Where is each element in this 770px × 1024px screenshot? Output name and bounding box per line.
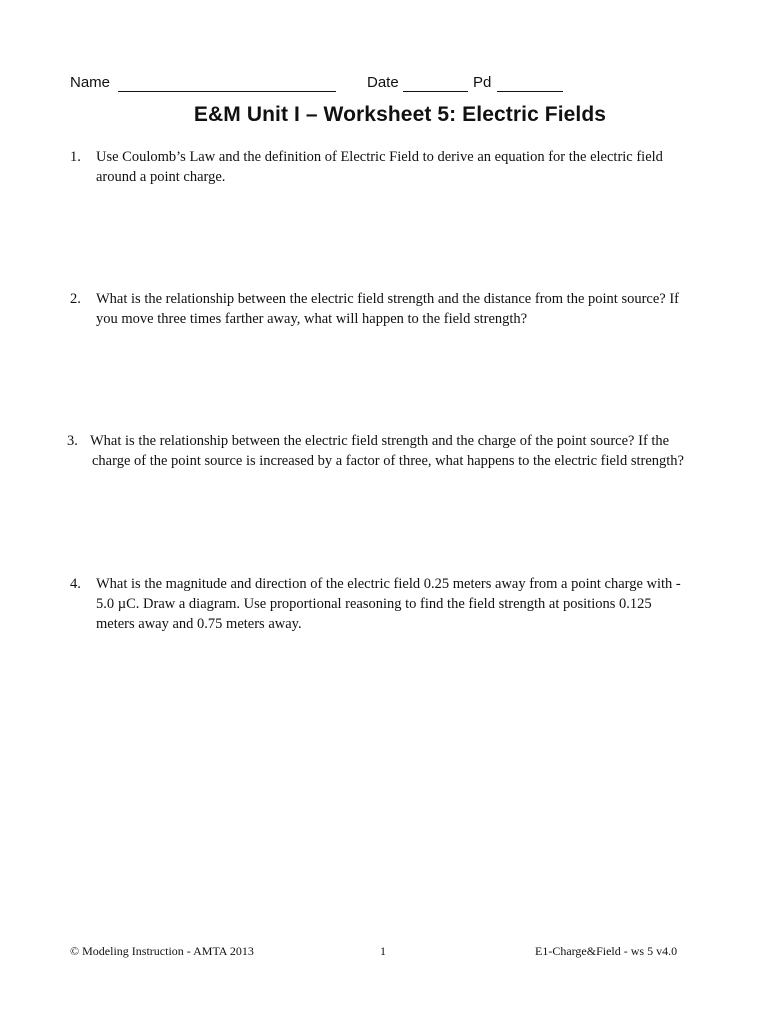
date-field[interactable] <box>403 91 468 92</box>
question-line: meters away and 0.75 meters away. <box>96 616 302 632</box>
name-label: Name <box>70 74 111 91</box>
page-footer <box>70 944 690 962</box>
copyright-text: © Modeling Instruction - AMTA 2013 <box>70 944 254 958</box>
question-line: charge of the point source is increased by a factor of three, what happens to the electric field strength? <box>92 453 684 469</box>
pd-field[interactable] <box>497 91 563 92</box>
pd-label: Pd <box>473 74 492 91</box>
question-number: 1. <box>70 149 81 165</box>
student-info-header <box>70 74 690 94</box>
question-number: 3. <box>67 433 78 449</box>
question-line: around a point charge. <box>96 169 226 185</box>
question-number: 2. <box>70 291 81 307</box>
question-line: Use Coulomb’s Law and the definition of Electric Field to derive an equation for the electric field <box>96 149 663 165</box>
document-id: E1-Charge&Field - ws 5 v4.0 <box>535 944 678 958</box>
question-4 <box>70 574 710 634</box>
question-text <box>96 289 710 329</box>
page-title: E&M Unit I – Worksheet 5: Electric Fields <box>193 103 607 126</box>
question-line: What is the relationship between the electric field strength and the charge of the point source? If the <box>90 433 670 449</box>
question-2 <box>70 289 710 329</box>
question-1 <box>70 147 710 187</box>
question-line: you move three times farther away, what will happen to the field strength? <box>96 311 528 327</box>
question-text <box>96 574 710 634</box>
question-line: 5.0 µC. Draw a diagram. Use proportional reasoning to find the field strength at positions 0.125 <box>96 596 652 612</box>
question-line: What is the magnitude and direction of the electric field 0.25 meters away from a point charge with - <box>96 576 681 592</box>
date-label: Date <box>367 74 399 91</box>
question-text <box>96 147 710 187</box>
page-number: 1 <box>380 944 386 958</box>
question-number: 4. <box>70 576 81 592</box>
question-line: What is the relationship between the electric field strength and the distance from the point source? If <box>96 291 680 307</box>
question-3 <box>67 431 710 471</box>
name-field[interactable] <box>118 91 336 92</box>
question-text <box>92 431 710 471</box>
